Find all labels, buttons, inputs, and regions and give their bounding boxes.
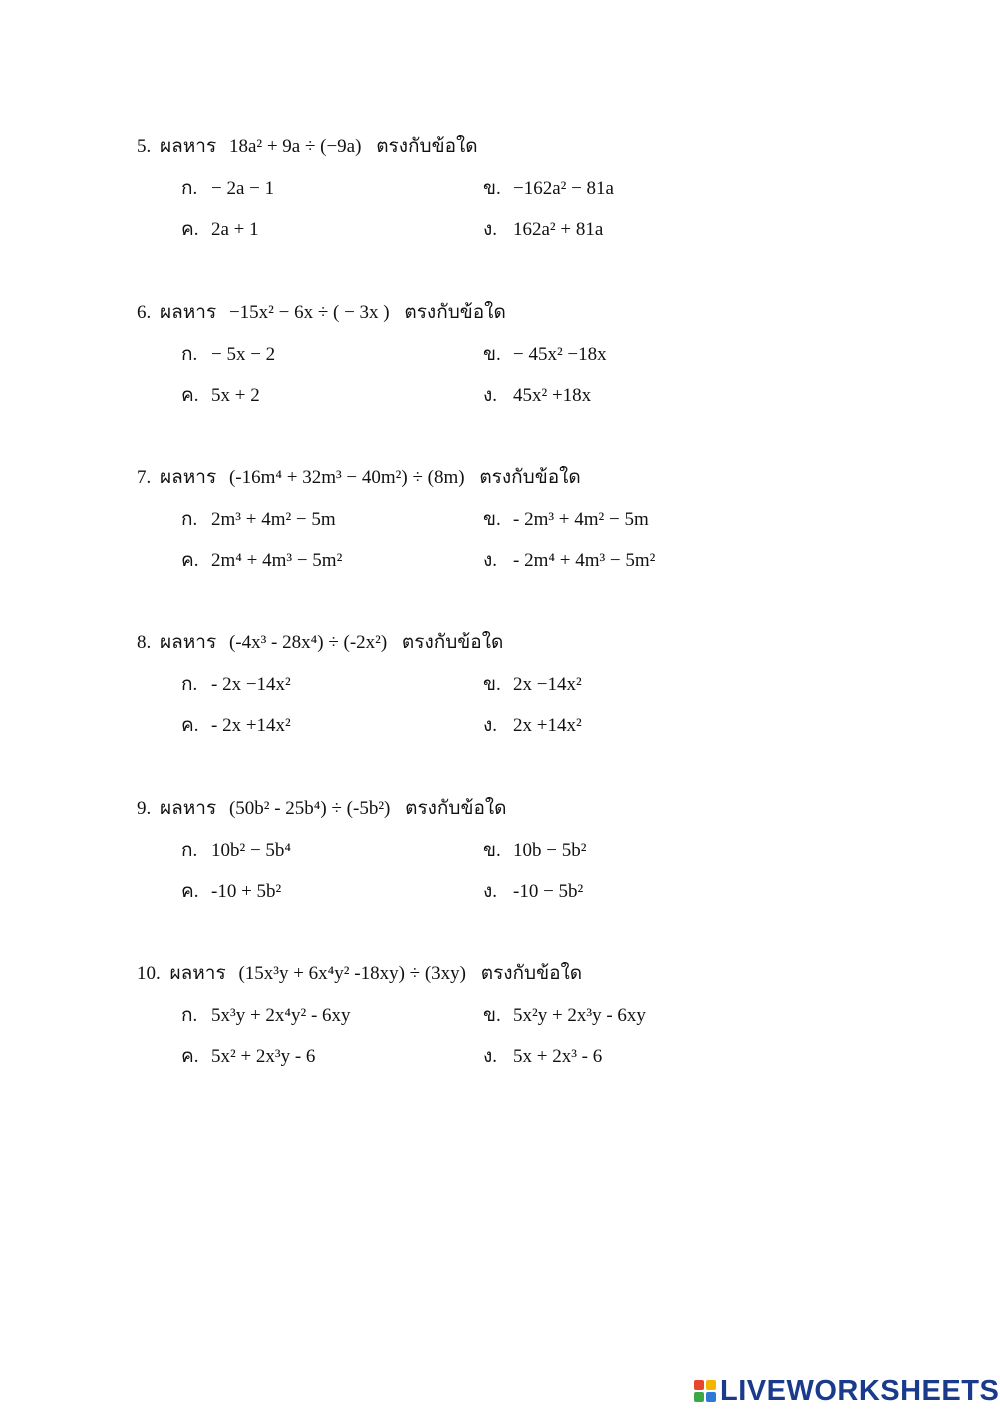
option-letter: ข. (483, 840, 501, 861)
option-text: 2x +14x² (513, 715, 582, 736)
question-9 (0, 793, 1000, 953)
option-letter: ข. (483, 674, 501, 695)
option-a[interactable] (181, 1000, 351, 1030)
option-text: 5x²y + 2x³y - 6xy (513, 1005, 646, 1026)
option-text: − 45x² −18x (513, 344, 607, 365)
option-a[interactable] (181, 173, 274, 203)
option-letter: ก. (181, 344, 198, 365)
option-c[interactable] (181, 545, 342, 575)
question-number: 6. (137, 302, 152, 323)
option-text: -10 + 5b² (211, 881, 282, 902)
question-6 (0, 297, 1000, 457)
question-stem (137, 793, 507, 823)
option-text: 2m³ + 4m² − 5m (211, 509, 336, 530)
option-letter: ข. (483, 344, 501, 365)
option-d[interactable] (483, 1041, 602, 1071)
option-letter: ง. (483, 881, 498, 902)
option-text: 5x² + 2x³y - 6 (211, 1046, 316, 1067)
question-expression: (50b² - 25b⁴) ÷ (-5b²) (228, 798, 391, 819)
question-stem (137, 462, 581, 492)
question-stem (137, 297, 506, 327)
option-b[interactable] (483, 669, 582, 699)
option-b[interactable] (483, 339, 607, 369)
option-letter: ง. (483, 1046, 498, 1067)
logo-square-1 (694, 1380, 704, 1390)
question-suffix: ตรงกับข้อใด (401, 632, 504, 653)
option-a[interactable] (181, 504, 336, 534)
option-letter: ก. (181, 178, 198, 199)
question-prefix: ผลหาร (160, 467, 217, 488)
option-d[interactable] (483, 214, 603, 244)
question-expression: −15x² − 6x ÷ ( − 3x ) (228, 302, 390, 323)
option-letter: ค. (181, 881, 199, 902)
logo-text: LIVEWORKSHEETS (720, 1375, 1000, 1407)
question-expression: (-16m⁴ + 32m³ − 40m²) ÷ (8m) (228, 467, 465, 488)
option-text: - 2m³ + 4m² − 5m (513, 509, 649, 530)
option-c[interactable] (181, 876, 281, 906)
option-text: - 2x +14x² (211, 715, 291, 736)
question-suffix: ตรงกับข้อใด (479, 467, 581, 488)
option-letter: ก. (181, 1005, 198, 1026)
option-text: − 5x − 2 (211, 344, 276, 365)
question-suffix: ตรงกับข้อใด (405, 798, 507, 819)
question-expression: (-4x³ - 28x⁴) ÷ (-2x²) (228, 632, 388, 653)
option-letter: ข. (483, 1005, 501, 1026)
option-letter: ค. (181, 550, 199, 571)
option-text: − 2a − 1 (211, 178, 275, 199)
option-c[interactable] (181, 1041, 315, 1071)
option-letter: ค. (181, 219, 199, 240)
option-text: 10b² − 5b⁴ (211, 840, 292, 861)
option-letter: ข. (483, 509, 501, 530)
question-suffix: ตรงกับข้อใด (404, 302, 506, 323)
option-letter: ข. (483, 178, 501, 199)
option-letter: ก. (181, 674, 198, 695)
question-expression: 18a² + 9a ÷ (−9a) (228, 136, 362, 157)
question-stem (137, 131, 478, 161)
option-text: 5x + 2x³ - 6 (513, 1046, 603, 1067)
liveworksheets-logo-icon (694, 1380, 716, 1402)
question-stem (137, 627, 503, 657)
question-5 (0, 131, 1000, 291)
option-letter: ค. (181, 385, 199, 406)
option-text: 5x + 2 (211, 385, 260, 406)
option-text: 162a² + 81a (513, 219, 604, 240)
option-letter: ก. (181, 509, 198, 530)
option-letter: ก. (181, 840, 198, 861)
question-suffix: ตรงกับข้อใด (376, 136, 478, 157)
option-text: 2m⁴ + 4m³ − 5m² (211, 550, 343, 571)
option-text: 10b − 5b² (513, 840, 587, 861)
logo-square-4 (706, 1392, 716, 1402)
option-letter: ง. (483, 550, 498, 571)
logo-square-3 (694, 1392, 704, 1402)
option-b[interactable] (483, 835, 586, 865)
option-a[interactable] (181, 339, 275, 369)
option-letter: ง. (483, 715, 498, 736)
option-letter: ง. (483, 219, 498, 240)
option-a[interactable] (181, 835, 291, 865)
question-prefix: ผลหาร (160, 632, 217, 653)
question-prefix: ผลหาร (160, 798, 217, 819)
question-number: 5. (137, 136, 152, 157)
option-text: 2a + 1 (211, 219, 259, 240)
question-expression: (15x³y + 6x⁴y² -18xy) ÷ (3xy) (238, 963, 466, 984)
option-text: - 2m⁴ + 4m³ − 5m² (513, 550, 656, 571)
option-d[interactable] (483, 545, 655, 575)
option-letter: ค. (181, 1046, 199, 1067)
question-suffix: ตรงกับข้อใด (480, 963, 583, 984)
question-8 (0, 627, 1000, 787)
question-number: 7. (137, 467, 152, 488)
option-c[interactable] (181, 214, 259, 244)
logo-square-2 (706, 1380, 716, 1390)
option-text: 45x² +18x (513, 385, 592, 406)
question-prefix: ผลหาร (169, 963, 226, 984)
option-a[interactable] (181, 669, 291, 699)
option-text: -10 − 5b² (513, 881, 584, 902)
option-text: - 2x −14x² (211, 674, 291, 695)
option-text: −162a² − 81a (513, 178, 614, 199)
question-number: 9. (137, 798, 152, 819)
option-b[interactable] (483, 1000, 646, 1030)
option-b[interactable] (483, 173, 614, 203)
question-stem (137, 958, 582, 988)
question-10 (0, 958, 1000, 1118)
liveworksheets-logo[interactable] (694, 1376, 999, 1406)
question-7 (0, 462, 1000, 622)
question-number: 8. (137, 632, 152, 653)
option-d[interactable] (483, 876, 583, 906)
question-prefix: ผลหาร (160, 302, 217, 323)
option-text: 5x³y + 2x⁴y² - 6xy (211, 1005, 351, 1026)
option-c[interactable] (181, 710, 291, 740)
option-b[interactable] (483, 504, 649, 534)
option-letter: ค. (181, 715, 199, 736)
option-letter: ง. (483, 385, 498, 406)
option-d[interactable] (483, 380, 591, 410)
option-c[interactable] (181, 380, 260, 410)
question-prefix: ผลหาร (160, 136, 217, 157)
question-number: 10. (137, 963, 161, 984)
option-d[interactable] (483, 710, 582, 740)
option-text: 2x −14x² (513, 674, 582, 695)
